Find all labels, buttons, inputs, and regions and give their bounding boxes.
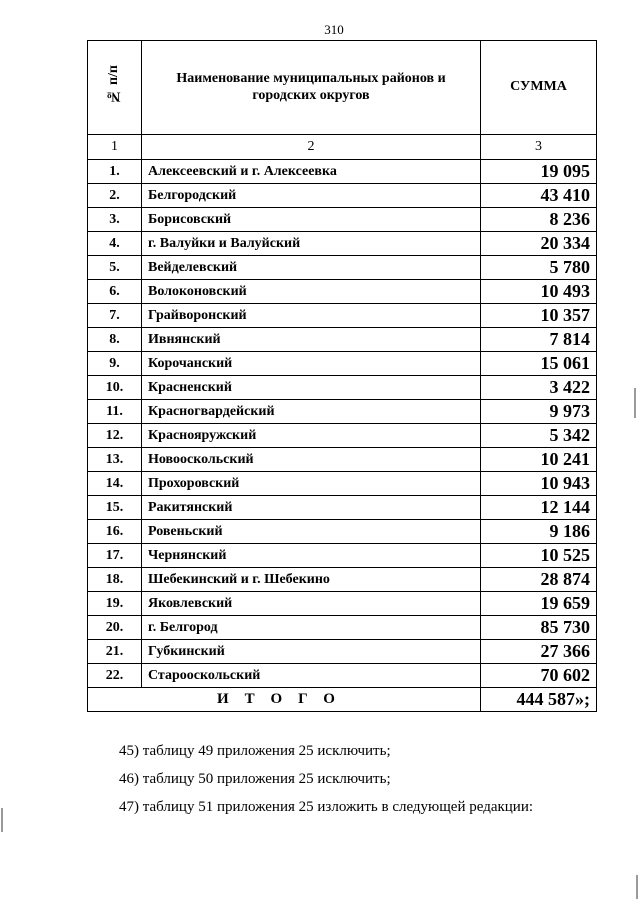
table-row: [88, 328, 597, 352]
table-row: [88, 208, 597, 232]
row-district-name: Ровеньский: [142, 520, 481, 544]
table-row: [88, 496, 597, 520]
page-number: 310: [324, 22, 344, 37]
table-row: [88, 544, 597, 568]
row-district-name: Красненский: [142, 376, 481, 400]
row-sum: 27 366: [481, 640, 597, 664]
paragraph-46: 46) таблицу 50 приложения 25 исключить;: [119, 771, 391, 787]
row-sum: 12 144: [481, 496, 597, 520]
table-row: [88, 568, 597, 592]
header-num: [88, 41, 142, 135]
table-row: [88, 256, 597, 280]
table-body: [88, 160, 597, 688]
row-sum: 3 422: [481, 376, 597, 400]
row-sum: 10 493: [481, 280, 597, 304]
row-district-name: Прохоровский: [142, 472, 481, 496]
table-row: [88, 400, 597, 424]
table-row: [88, 616, 597, 640]
row-number: 2.: [88, 184, 142, 208]
table-row: [88, 472, 597, 496]
row-sum: 7 814: [481, 328, 597, 352]
table-row: [88, 304, 597, 328]
row-sum: 70 602: [481, 664, 597, 688]
table-row: [88, 184, 597, 208]
column-index-cell: 1: [88, 135, 142, 160]
row-number: 18.: [88, 568, 142, 592]
row-district-name: Новооскольский: [142, 448, 481, 472]
total-label: [88, 688, 481, 712]
row-sum: 19 095: [481, 160, 597, 184]
scan-edge-mark: [1, 808, 3, 832]
row-sum: 28 874: [481, 568, 597, 592]
table-row: [88, 448, 597, 472]
row-sum: 10 357: [481, 304, 597, 328]
table-row: [88, 520, 597, 544]
row-number: 10.: [88, 376, 142, 400]
paragraph-47: 47) таблицу 51 приложения 25 изложить в следующей редакции:: [119, 799, 534, 815]
row-number: 14.: [88, 472, 142, 496]
row-district-name: Шебекинский и г. Шебекино: [142, 568, 481, 592]
paragraph-45: 45) таблицу 49 приложения 25 исключить;: [119, 743, 391, 759]
row-number: 13.: [88, 448, 142, 472]
allocation-table: [87, 40, 597, 712]
row-number: 8.: [88, 328, 142, 352]
total-row: [88, 688, 597, 712]
row-number: 6.: [88, 280, 142, 304]
row-sum: 5 780: [481, 256, 597, 280]
table-header-row: [88, 41, 597, 135]
row-number: 15.: [88, 496, 142, 520]
row-district-name: Старооскольский: [142, 664, 481, 688]
row-district-name: Губкинский: [142, 640, 481, 664]
row-number: 3.: [88, 208, 142, 232]
row-district-name: Ракитянский: [142, 496, 481, 520]
row-number: 1.: [88, 160, 142, 184]
table-row: [88, 640, 597, 664]
table-row: [88, 160, 597, 184]
row-sum: 20 334: [481, 232, 597, 256]
column-index-cell: 2: [142, 135, 481, 160]
row-district-name: Краснояружский: [142, 424, 481, 448]
total-sum: 444 587»;: [481, 688, 597, 712]
row-district-name: Вейделевский: [142, 256, 481, 280]
row-sum: 5 342: [481, 424, 597, 448]
row-district-name: Яковлевский: [142, 592, 481, 616]
row-number: 19.: [88, 592, 142, 616]
row-district-name: Волоконовский: [142, 280, 481, 304]
table-row: [88, 376, 597, 400]
row-number: 20.: [88, 616, 142, 640]
row-sum: 9 186: [481, 520, 597, 544]
row-number: 16.: [88, 520, 142, 544]
row-district-name: Белгородский: [142, 184, 481, 208]
row-district-name: Корочанский: [142, 352, 481, 376]
scan-edge-mark: [636, 875, 638, 899]
row-district-name: Алексеевский и г. Алексеевка: [142, 160, 481, 184]
header-name: Наименование муниципальных районов и городских округов: [142, 41, 481, 135]
row-district-name: Грайворонский: [142, 304, 481, 328]
table-row: [88, 424, 597, 448]
column-index-row: [88, 135, 597, 160]
row-district-name: Ивнянский: [142, 328, 481, 352]
total-label-text: ИТОГО: [217, 691, 351, 707]
row-district-name: г. Белгород: [142, 616, 481, 640]
row-sum: 10 943: [481, 472, 597, 496]
row-sum: 9 973: [481, 400, 597, 424]
row-sum: 19 659: [481, 592, 597, 616]
row-sum: 8 236: [481, 208, 597, 232]
header-num-label: № п/п: [106, 65, 122, 104]
row-sum: 85 730: [481, 616, 597, 640]
row-number: 12.: [88, 424, 142, 448]
table-row: [88, 592, 597, 616]
row-number: 4.: [88, 232, 142, 256]
row-number: 17.: [88, 544, 142, 568]
row-number: 7.: [88, 304, 142, 328]
table-row: [88, 280, 597, 304]
row-sum: 15 061: [481, 352, 597, 376]
table-row: [88, 352, 597, 376]
row-sum: 10 525: [481, 544, 597, 568]
row-sum: 10 241: [481, 448, 597, 472]
table-row: [88, 664, 597, 688]
header-sum: СУММА: [481, 41, 597, 135]
column-index-cell: 3: [481, 135, 597, 160]
table-row: [88, 232, 597, 256]
row-district-name: Чернянский: [142, 544, 481, 568]
row-number: 21.: [88, 640, 142, 664]
row-number: 5.: [88, 256, 142, 280]
row-district-name: г. Валуйки и Валуйский: [142, 232, 481, 256]
row-district-name: Красногвардейский: [142, 400, 481, 424]
row-number: 11.: [88, 400, 142, 424]
row-sum: 43 410: [481, 184, 597, 208]
row-district-name: Борисовский: [142, 208, 481, 232]
scan-edge-mark: [634, 388, 636, 418]
row-number: 22.: [88, 664, 142, 688]
row-number: 9.: [88, 352, 142, 376]
